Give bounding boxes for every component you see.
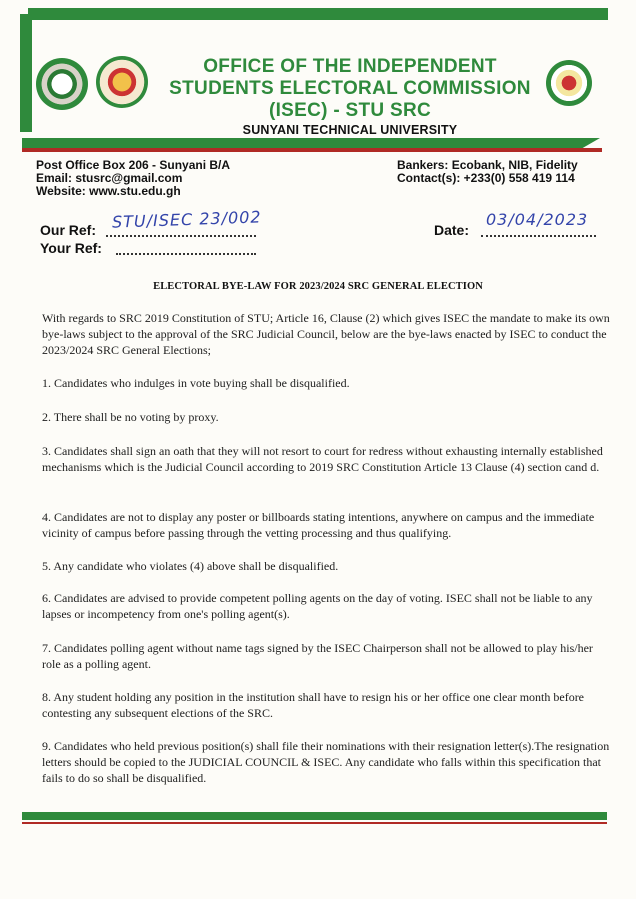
bottom-red-line: [22, 822, 607, 824]
stu-crest-logo: [36, 58, 88, 110]
date-dotted-line: [481, 235, 596, 237]
bye-law-item-5: 5. Any candidate who violates (4) above shall be disqualified.: [42, 559, 339, 573]
date-handwritten: 03/04/2023: [486, 210, 589, 229]
header-divider-green: [22, 138, 600, 148]
postal-address: Post Office Box 206 - Sunyani B/A: [36, 158, 231, 172]
email-line: Email: stusrc@gmail.com: [36, 171, 183, 185]
letterhead-title-line2: STUDENTS ELECTORAL COMMISSION: [169, 78, 531, 99]
contact-left-block: [36, 159, 230, 198]
bottom-green-border: [22, 812, 607, 820]
university-name: SUNYANI TECHNICAL UNIVERSITY: [242, 123, 458, 137]
top-green-border: [28, 8, 608, 20]
phone-line: Contact(s): +233(0) 558 419 114: [397, 171, 575, 185]
left-green-border: [20, 14, 32, 132]
header-divider-red: [22, 148, 602, 152]
bye-law-item-1: 1. Candidates who indulges in vote buying shall be disqualified.: [42, 376, 350, 390]
src-crest-logo: [96, 56, 148, 108]
bye-law-item-7: 7. Candidates polling agent without name tags signed by the ISEC Chairperson shall not be allowed to play his/her role as a polling agent.: [42, 641, 593, 671]
document-heading: ELECTORAL BYE-LAW FOR 2023/2024 SRC GENERAL ELECTION: [153, 281, 483, 292]
intro-paragraph: With regards to SRC 2019 Constitution of STU; Article 16, Clause (2) which gives ISEC the mandate to make its own bye-laws subject to the approval of the SRC Judicial Council, below are the bye-laws enacted by ISEC to conduct the 2023/2024 SRC General Elections;: [42, 311, 610, 357]
isec-seal-logo: [546, 60, 592, 106]
letterhead-title-line3: (ISEC) - STU SRC: [268, 100, 432, 121]
bye-law-item-2: 2. There shall be no voting by proxy.: [42, 410, 219, 424]
bankers-line: Bankers: Ecobank, NIB, Fidelity: [397, 158, 578, 172]
bye-law-item-8: 8. Any student holding any position in the institution shall have to resign his or her office one clear month before contesting any subsequent elections of the SRC.: [42, 690, 585, 720]
contact-right-block: [397, 159, 578, 185]
bye-law-item-3: 3. Candidates shall sign an oath that they will not resort to court for redress without exhausting internally established mechanisms which is the Judicial Council according to 2019 SRC Constitution Article 13 Clause (4) section cand d.: [42, 444, 603, 474]
website-line: Website: www.stu.edu.gh: [36, 184, 181, 198]
letterhead-title-line1: OFFICE OF THE INDEPENDENT: [203, 56, 497, 77]
our-ref-handwritten: STU/ISEC 23/002: [111, 207, 262, 232]
your-ref-label: Your Ref:: [40, 240, 102, 256]
bye-law-item-6: 6. Candidates are advised to provide competent polling agents on the day of voting. ISEC shall not be liable to any lapses or incompetency from one's polling agent(s).: [42, 591, 593, 621]
your-ref-dotted-line: [116, 253, 256, 255]
bye-law-item-9: 9. Candidates who held previous position(s) shall file their nominations with their resignation letter(s).The resignation letters should be copied to the JUDICIAL COUNCIL & ISEC. Any candidate who falls within this specification that fails to do so shall be disqualified.: [42, 739, 610, 785]
our-ref-label: Our Ref:: [40, 222, 96, 238]
our-ref-dotted-line: [106, 235, 256, 237]
date-label: Date:: [434, 222, 470, 238]
bye-law-item-4: 4. Candidates are not to display any poster or billboards stating intentions, anywhere on campus and the immediate vicinity of campus before passing through the vetting processing and thus qualifying.: [42, 510, 595, 540]
